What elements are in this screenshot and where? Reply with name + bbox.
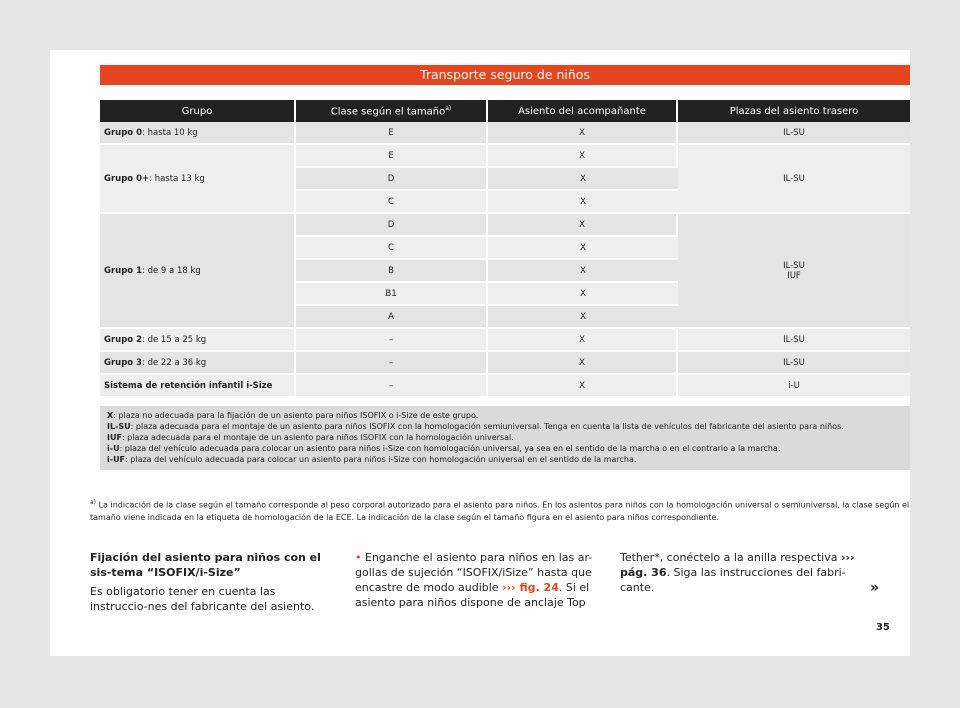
cell-clase: A	[296, 306, 488, 329]
header-grupo: Grupo	[100, 100, 296, 122]
header-clase: Clase según el tamaño$^{a)}$	[296, 100, 488, 122]
col3-body: Tether*, conéctelo a la anilla respectiva ››› pág. 36. Siga las instrucciones del fabri-cante.	[620, 551, 855, 594]
cell-acomp: X	[488, 260, 678, 283]
cell-acomp: X	[488, 237, 678, 260]
cell-clase: E	[296, 122, 488, 145]
bullet-icon: •	[355, 551, 362, 564]
col2-body: • Enganche el asiento para niños en las ar-gollas de sujeción “ISOFIX/iSize” hasta que encastre de modo audible ››› fig. 24. Si el asiento para niños dispone de anclaje Top	[355, 551, 593, 609]
header-trasero: Plazas del asiento trasero	[678, 100, 910, 122]
legend-notes	[100, 406, 910, 470]
header-sup: a)	[445, 104, 452, 112]
table-header-row	[100, 100, 910, 122]
cell-acomp: X	[488, 352, 678, 375]
cell-clase: –	[296, 352, 488, 375]
cell-trasero: i-U	[678, 375, 910, 398]
cell-acomp: X	[488, 191, 678, 214]
cell-acomp: X	[488, 214, 678, 237]
footnote-mark: a)	[90, 499, 97, 506]
note-iuf: IUF: plaza adecuada para el montaje de un asiento para niños ISOFIX con la homologación universal.	[107, 433, 514, 442]
continue-arrow-icon: »	[870, 580, 880, 596]
subsection-heading: Fijación del asiento para niños con el sis-tema “ISOFIX/i-Size”	[90, 551, 321, 579]
cell-clase: B	[296, 260, 488, 283]
cell-acomp: X	[488, 145, 678, 168]
section-title: Transporte seguro de niños	[100, 65, 910, 85]
cell-clase: –	[296, 329, 488, 352]
row-group-label: Grupo 0: hasta 10 kg	[100, 122, 296, 145]
cell-clase: D	[296, 214, 488, 237]
footnote	[90, 497, 912, 524]
note-iuf2: i-UF: plaza del vehículo adecuada para colocar un asiento para niños i-Size con homologación universal en el sentido de la marcha.	[107, 455, 637, 464]
row-group-label: Sistema de retención infantil i-Size	[100, 375, 296, 398]
fig-reference-link[interactable]: ››› fig. 24	[502, 581, 559, 594]
table-row	[100, 214, 910, 237]
row-group-label: Grupo 1: de 9 a 18 kg	[100, 214, 296, 329]
column-1	[90, 550, 330, 614]
column-2	[355, 550, 595, 610]
cell-trasero: IL-SU	[678, 329, 910, 352]
table-row	[100, 145, 910, 168]
row-group-label: Grupo 0+: hasta 13 kg	[100, 145, 296, 214]
col1-body: Es obligatorio tener en cuenta las instruccio-nes del fabricante del asiento.	[90, 585, 315, 613]
page-reference-link[interactable]: ››› pág. 36	[620, 551, 855, 579]
page	[50, 50, 910, 656]
cell-clase: C	[296, 237, 488, 260]
cell-trasero: IL-SU	[678, 352, 910, 375]
cell-clase: B1	[296, 283, 488, 306]
cell-acomp: X	[488, 122, 678, 145]
cell-acomp: X	[488, 329, 678, 352]
cell-trasero: IL-SU IUF	[678, 214, 910, 329]
cell-trasero: IL-SU	[678, 122, 910, 145]
cell-clase: C	[296, 191, 488, 214]
note-ilsu: IL-SU: plaza adecuada para el montaje de un asiento para niños ISOFIX con la homologación semiuniversal. Tenga en cuenta la lista de vehículos del fabricante del asiento para niños.	[107, 422, 844, 431]
row-group-label: Grupo 3: de 22 a 36 kg	[100, 352, 296, 375]
cell-clase: E	[296, 145, 488, 168]
cell-clase: D	[296, 168, 488, 191]
note-x: X: plaza no adecuada para la fijación de un asiento para niños ISOFIX o i-Size de este grupo.	[107, 411, 479, 420]
table-row	[100, 329, 910, 352]
cell-acomp: X	[488, 168, 678, 191]
cell-clase: –	[296, 375, 488, 398]
table-row	[100, 122, 910, 145]
table-row	[100, 352, 910, 375]
cell-trasero: IL-SU	[678, 145, 910, 214]
table-row	[100, 375, 910, 398]
cell-acomp: X	[488, 306, 678, 329]
header-acompanante: Asiento del acompañante	[488, 100, 678, 122]
row-group-label: Grupo 2: de 15 a 25 kg	[100, 329, 296, 352]
footnote-text: La indicación de la clase según el tamaño corresponde al peso corporal autorizado para el asiento para niños. En los asientos para niños con la homologación universal o semiuniversal, la clase según el tamaño viene indicada en la etiqueta de homologación de la ECE. La indicación de la clase según el tamaño figura en el asiento para niños correspondiente.	[90, 500, 910, 522]
page-number: 35	[876, 622, 890, 633]
isofix-table	[100, 100, 910, 398]
cell-acomp: X	[488, 283, 678, 306]
cell-acomp: X	[488, 375, 678, 398]
note-iu: i-U: plaza del vehículo adecuada para colocar un asiento para niños i-Size con homologación universal, ya sea en el sentido de la marcha o en el contrario a la marcha.	[107, 444, 781, 453]
column-3	[620, 550, 860, 595]
